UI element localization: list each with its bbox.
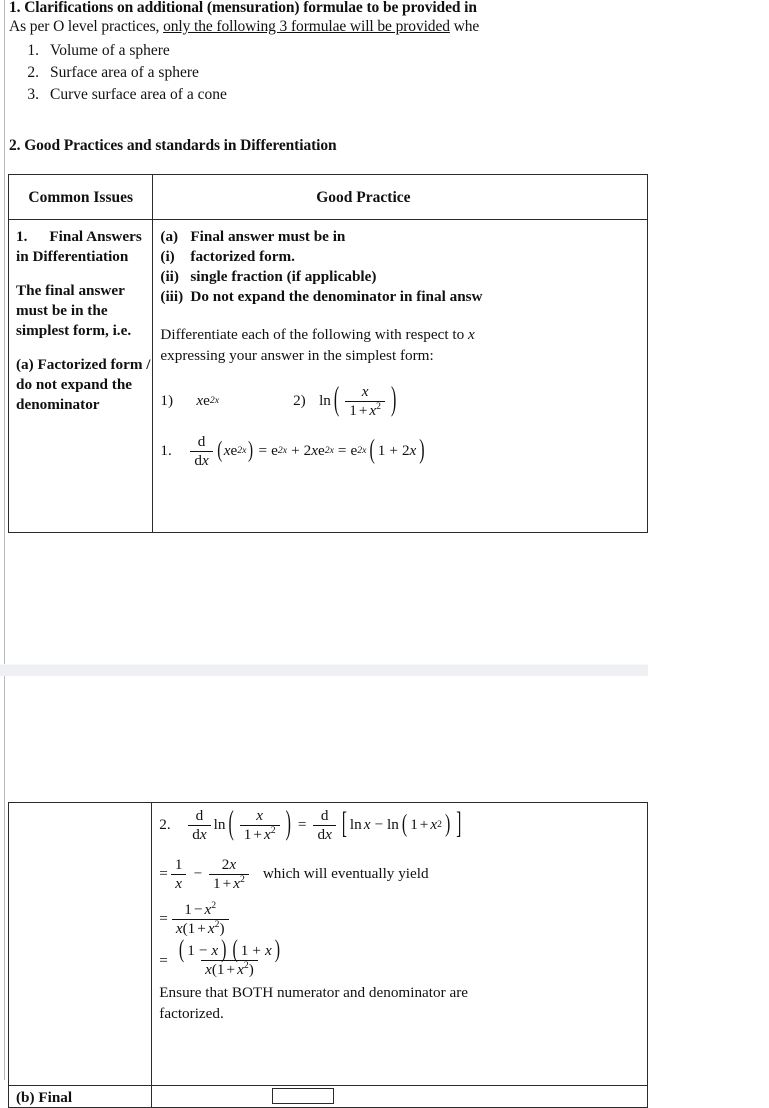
math-exponent: 2 — [239, 873, 245, 885]
math-one: 1 — [187, 942, 195, 960]
math-x: x — [211, 942, 219, 960]
math-plus: + — [291, 442, 300, 460]
math-right-paren: ) — [274, 936, 281, 964]
math-right-paren: ) — [285, 806, 291, 843]
table-header-good-practice-label: Good Practice — [316, 189, 411, 206]
math-one: 1 — [187, 919, 196, 937]
math-fraction — [240, 808, 280, 843]
instruction-variable: x — [467, 326, 475, 343]
math-one: 1 — [184, 900, 192, 918]
table-header-common-issues-label: Common Issues — [28, 189, 134, 206]
practice-bullet-label: (a) — [160, 228, 179, 245]
document-page-2 — [0, 676, 648, 1106]
math-two: 2 — [303, 442, 312, 460]
math-x: x — [237, 961, 244, 979]
math-plus: + — [226, 961, 236, 979]
table-row-clipped — [9, 1086, 648, 1108]
intro-sentence-suffix: whe — [449, 18, 480, 35]
instruction-line-2: expressing your answer in the simplest form: — [160, 347, 434, 364]
math-plus: + — [419, 816, 429, 834]
math-group: ln x − ln ( 1 + x 2 ) — [349, 811, 451, 839]
math-d: d — [194, 451, 202, 469]
math-x: x — [263, 825, 271, 843]
intro-block — [9, 0, 769, 106]
math-left-paren: ( — [333, 382, 340, 418]
math-x: x — [204, 900, 212, 918]
math-exponent: 2 — [376, 400, 382, 412]
math-minus: − — [193, 900, 203, 918]
math-x: x — [223, 442, 231, 460]
intro-heading: 1. Clarifications on additional (mensuration) formulae to be provided in — [9, 0, 477, 16]
math-right-paren: ) — [247, 437, 254, 464]
practice-bullet-label: (i) — [160, 248, 175, 265]
intro-sentence-prefix: As per O level practices, — [9, 18, 164, 35]
practice-bullet-label: (ii) — [160, 268, 179, 285]
math-fraction — [345, 384, 385, 419]
list-item-number: 3. — [27, 86, 39, 103]
table-cell-common-issues — [9, 220, 153, 533]
math-x: x — [430, 816, 438, 834]
issue-paragraph: The final answer must be in the simplest form, i.e. — [16, 282, 132, 339]
issue-subitem-text: Factorized form / do not expand the denominator — [16, 356, 151, 413]
math-x: x — [363, 816, 371, 834]
math-numerator — [172, 936, 287, 964]
table-header-common-issues — [9, 175, 153, 220]
math-right-paren: ) — [248, 961, 254, 979]
math-denominator — [240, 825, 280, 843]
math-numerator: 1 — [174, 855, 183, 873]
list-item — [9, 40, 769, 62]
practice-bullet-text: single fraction (if applicable) — [190, 268, 377, 285]
math-two: 2 — [221, 855, 230, 873]
math-right-paren: ) — [391, 382, 397, 418]
next-issue-label: (b) Final — [16, 1089, 73, 1106]
section-heading: 2. Good Practices and standards in Differentiation — [9, 137, 337, 154]
math-x: x — [409, 442, 417, 460]
issue-subitem — [16, 355, 152, 415]
math-x: x — [201, 451, 209, 469]
math-exponent: 2 — [270, 824, 276, 836]
solution-row-1 — [160, 434, 647, 469]
list-item — [9, 84, 769, 106]
practice-bullet-text: factorized form. — [190, 248, 295, 265]
math-e: e — [271, 442, 278, 460]
math-d: d — [192, 825, 200, 843]
math-x: x — [311, 442, 318, 460]
math-left-paren: ( — [182, 919, 188, 937]
good-practices-table — [8, 174, 648, 533]
math-equals: = — [297, 816, 307, 834]
math-d: d — [317, 825, 326, 843]
good-practices-table-continued — [8, 802, 648, 1108]
math-numerator — [180, 899, 220, 919]
math-minus: − — [193, 865, 203, 883]
math-plus: + — [222, 874, 232, 892]
practice-bullet-text: Do not expand the denominator in final answ — [190, 288, 483, 305]
math-derivative-operator — [313, 808, 335, 843]
math-x: x — [325, 825, 332, 843]
math-x: x — [264, 942, 272, 960]
formulae-list — [9, 40, 769, 106]
math-plus: + — [197, 919, 206, 937]
math-left-paren: ( — [232, 936, 238, 964]
math-two: 2 — [401, 442, 410, 460]
math-e: e — [230, 442, 238, 460]
math-group: 2 x e 2x — [303, 442, 334, 460]
math-denominator — [209, 874, 249, 892]
math-ln: ln — [349, 816, 362, 834]
common-issues-content — [9, 220, 152, 422]
list-item-number: 1. — [27, 42, 39, 59]
instruction-text: Differentiate each of the following with respect to — [160, 326, 468, 343]
question-row — [160, 378, 647, 424]
math-derivative-operator — [190, 434, 212, 469]
issue-subitem-label: (a) — [16, 356, 34, 373]
math-numerator: x — [361, 382, 369, 400]
table-cell-good-practice-continued — [152, 803, 648, 1086]
math-left-paren: ( — [211, 961, 217, 979]
math-fraction — [172, 899, 229, 937]
list-item-label: Volume of a sphere — [50, 42, 170, 59]
math-plus: + — [358, 401, 368, 419]
solution-2-label: 2. — [159, 816, 171, 834]
math-dx — [190, 451, 212, 469]
math-left-paren: ( — [217, 437, 223, 464]
math-e: e — [203, 392, 210, 409]
table-row — [9, 220, 648, 533]
closing-line-1: Ensure that BOTH numerator and denominator are — [159, 984, 468, 1002]
page-left-edge-line — [4, 676, 5, 1080]
math-exponent: 2 — [211, 899, 217, 911]
math-group — [378, 442, 417, 460]
solution-row-4 — [159, 899, 647, 937]
math-one: 1 — [377, 442, 386, 460]
math-equals: = — [258, 442, 268, 460]
question-1-expression: x e 2x — [196, 392, 220, 409]
math-one: 1 — [243, 825, 252, 843]
math-d: d — [320, 807, 329, 824]
math-right-bracket: ] — [456, 807, 462, 842]
math-equals: = — [337, 442, 347, 460]
question-2-label: 2) — [293, 392, 306, 409]
math-denominator — [345, 401, 385, 419]
list-item-label: Curve surface area of a cone — [50, 86, 227, 103]
table-cell-common-issues-continued — [9, 803, 152, 1086]
math-minus: − — [374, 816, 384, 834]
math-left-paren: ( — [228, 806, 234, 843]
math-exponent: 2 — [214, 918, 220, 930]
math-equals: = — [159, 910, 168, 928]
solution-row-2 — [159, 808, 647, 843]
math-left-paren: ( — [178, 936, 185, 964]
table-header-good-practice — [153, 175, 648, 220]
math-right-paren: ) — [221, 936, 227, 964]
practice-bullet — [160, 267, 647, 287]
math-x: x — [199, 825, 207, 843]
math-exponent: 2 — [243, 960, 249, 972]
issue-item-title: Final Answers in Differentiation — [16, 228, 142, 265]
math-group: e 2x — [350, 442, 367, 460]
math-group: x e 2x — [223, 442, 247, 460]
closing-line-2: factorized. — [159, 1005, 224, 1023]
intro-sentence-underlined: only the following 3 formulae will be provided — [163, 18, 450, 35]
table-cell-next-issue — [9, 1086, 152, 1108]
practice-bullet-text: Final answer must be in — [190, 228, 346, 245]
math-denominator — [172, 919, 229, 937]
math-minus: − — [198, 942, 208, 960]
math-right-paren: ) — [219, 919, 225, 937]
list-item-number: 2. — [27, 64, 39, 81]
good-practice-continued-content — [152, 803, 647, 1031]
issue-item-number: 1. — [16, 228, 28, 245]
math-x: x — [205, 961, 212, 979]
question-1-label: 1) — [160, 392, 174, 409]
math-group: e 2x — [271, 442, 288, 460]
instruction-line-1 — [160, 324, 647, 345]
math-denominator — [201, 960, 258, 978]
list-item — [9, 62, 769, 84]
figure-box-outline — [272, 1088, 334, 1104]
practice-bullet-label: (iii) — [160, 288, 184, 305]
math-x: x — [196, 392, 204, 409]
table-cell-good-practice — [153, 220, 648, 533]
math-one: 1 — [349, 401, 357, 419]
math-right-paren: ) — [444, 811, 451, 839]
math-fraction — [209, 857, 249, 892]
math-x: x — [233, 874, 240, 892]
practice-bullet — [160, 247, 647, 267]
table-row — [9, 803, 648, 1086]
math-one: 1 — [213, 874, 221, 892]
math-left-bracket: [ — [341, 807, 347, 842]
math-ln: ln — [387, 816, 399, 834]
math-ln: ln — [319, 392, 331, 409]
math-derivative-operator — [188, 808, 210, 843]
math-one: 1 — [216, 961, 225, 979]
math-plus: + — [252, 942, 261, 960]
math-numerator — [218, 857, 240, 874]
math-one: 1 — [410, 816, 418, 834]
math-ln: ln — [213, 816, 226, 834]
math-denominator: x — [171, 874, 186, 892]
solution-1-label: 1. — [160, 442, 172, 460]
intro-sentence — [9, 17, 769, 36]
issue-item — [16, 227, 152, 267]
math-fraction — [171, 857, 187, 892]
table-cell-next-practice — [152, 1086, 648, 1108]
math-numerator: x — [256, 807, 264, 824]
math-dx — [313, 825, 335, 843]
solution-row-5 — [159, 936, 647, 979]
math-x: x — [175, 919, 183, 937]
list-item-label: Surface area of a sphere — [50, 64, 199, 81]
math-left-paren: ( — [401, 811, 408, 839]
math-left-paren: ( — [369, 436, 375, 466]
math-x: x — [369, 401, 377, 419]
math-d: d — [195, 807, 204, 824]
math-one: 1 — [240, 942, 249, 960]
note-text: which will eventually yield — [262, 865, 429, 883]
math-e: e — [350, 442, 358, 460]
math-x: x — [229, 855, 237, 873]
math-equals: = — [159, 951, 168, 969]
good-practice-content — [153, 220, 647, 476]
table-header-row — [9, 175, 648, 220]
math-d: d — [197, 433, 206, 450]
math-equals: = — [159, 865, 168, 883]
practice-bullet — [160, 287, 647, 307]
math-fraction — [172, 936, 287, 979]
math-x: x — [207, 919, 215, 937]
math-e: e — [317, 442, 325, 460]
question-2-expression — [319, 384, 399, 419]
practice-bullet — [160, 227, 647, 247]
math-plus: + — [389, 442, 398, 460]
math-plus: + — [253, 825, 262, 843]
page-left-edge-line — [4, 0, 5, 664]
math-dx — [188, 825, 210, 843]
math-right-paren: ) — [419, 436, 425, 466]
solution-row-3 — [159, 857, 647, 892]
